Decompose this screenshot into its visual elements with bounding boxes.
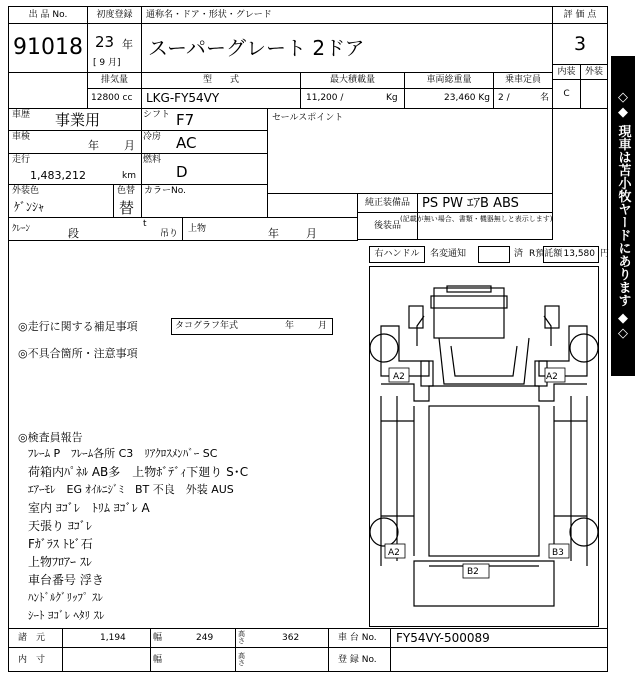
damage-mark-rear-left: A2 <box>388 548 400 558</box>
crane-box <box>8 217 183 241</box>
length-label: 諸 元 <box>18 632 46 643</box>
equipment-value: PS PW ｴｱB ABS <box>417 193 553 213</box>
truck-diagram <box>369 266 599 627</box>
chassis-label: 車 台 No. <box>338 632 377 643</box>
gross-weight-label: 車両総重量 <box>404 72 494 89</box>
report-line: ﾌﾚｰﾑ P ﾌﾚｰﾑ各所 C3 ﾘｱｸﾛｽﾒﾝﾊﾞｰ SC <box>28 447 218 460</box>
upper-body-month: 月 <box>306 227 317 240</box>
height-divider <box>235 628 236 672</box>
color-label: 外装色 <box>12 186 40 196</box>
vehicle-name: スーパーグレート 2ドア <box>141 23 553 73</box>
dimension-row-2 <box>8 647 608 672</box>
length-value: 1,194 <box>100 632 126 643</box>
inspection-year: 年 <box>88 139 99 152</box>
report-line: 室内 ﾖｺﾞﾚ ﾄﾘﾑ ﾖｺﾞﾚ A <box>28 501 150 515</box>
first-registration-year: 23 <box>95 33 115 51</box>
chassis-value-divider <box>390 628 391 672</box>
crane-stage: 段 <box>68 227 79 240</box>
height-value: 362 <box>282 632 300 643</box>
mileage-unit: km <box>122 171 136 181</box>
mileage-value: 1,483,212 <box>30 169 86 182</box>
interior-grade: C <box>552 79 581 109</box>
tachograph-label: タコグラフ年式 <box>175 321 239 331</box>
upper-body-label: 上物 <box>188 224 207 234</box>
lot-label: 出 品 No. <box>8 6 88 24</box>
report-line: 車台番号 浮き <box>28 573 104 587</box>
equipment-label: 純正装備品 <box>357 193 418 213</box>
rating-label: 評 価 点 <box>552 6 608 24</box>
mileage-label: 走行 <box>12 155 31 165</box>
ac-label: 冷房 <box>143 132 162 142</box>
vehicle-name-label: 通称名・ドア・形状・グレード <box>141 6 553 24</box>
color-change-label: 色替 <box>117 186 136 196</box>
defects-label: ◎不具合箇所・注意事項 <box>18 347 138 360</box>
capacity-label: 乗車定員 <box>493 72 553 89</box>
upper-body-year: 年 <box>268 227 279 240</box>
color-number-label: カラーNo. <box>144 186 186 196</box>
displacement-value: 12800 cc <box>87 88 142 109</box>
gross-weight-value: 23,460 Kg <box>404 88 494 109</box>
color-change-value: 替 <box>119 199 135 217</box>
dimension-row-1 <box>8 628 608 648</box>
ac-value: AC <box>176 134 197 152</box>
shift-value: F7 <box>176 111 195 129</box>
model-code: LKG-FY54VY <box>141 88 301 109</box>
fuel-label: 燃料 <box>143 155 162 165</box>
damage-mark-front-left: A2 <box>393 372 405 382</box>
recycle-label: R預託額 <box>529 249 563 259</box>
driving-notes-label: ◎走行に関する補足事項 <box>18 320 138 333</box>
report-line: ｼｰﾄ ﾖｺﾞﾚ ﾍﾀﾘ ｽﾚ <box>28 609 105 622</box>
crane-label: ｸﾚｰﾝ <box>12 224 31 234</box>
model-label: 型 式 <box>141 72 301 89</box>
registration-label: 登 録 No. <box>338 654 377 665</box>
inspector-report-lines <box>28 446 348 626</box>
max-load-label: 最大積載量 <box>300 72 405 89</box>
inspection-label: 車検 <box>12 132 31 142</box>
year-unit: 年 <box>122 38 133 51</box>
capacity-unit: 名 <box>540 93 550 103</box>
interior-width-label: 幅 <box>153 654 163 665</box>
exterior-label: 外装 <box>580 64 608 80</box>
rating-score: 3 <box>552 23 608 65</box>
crane-ton: t <box>143 219 147 229</box>
history-value: 事業用 <box>55 111 101 129</box>
name-change-label: 名変通知 <box>430 249 467 259</box>
width-label: 幅 <box>153 632 163 643</box>
damage-mark-front-right: A2 <box>546 372 558 382</box>
aftermarket-label: 後装品 <box>357 212 418 240</box>
inspector-report-title: ◎検査員報告 <box>18 431 83 444</box>
first-registration-label: 初度登録 <box>87 6 142 24</box>
sales-point-label: セールスポイント <box>272 113 344 123</box>
damage-mark-rear-center: B2 <box>467 567 479 577</box>
chassis-number: FY54VY-500089 <box>396 630 490 645</box>
inspection-month: 月 <box>124 139 135 152</box>
report-line: 荷箱内ﾊﾟﾈﾙ AB多 上物ﾎﾞﾃﾞｨ下廻り S･C <box>28 465 249 479</box>
tachograph-month: 月 <box>318 321 328 331</box>
steering-badge: 右ハンドル <box>369 246 425 263</box>
report-line: ｴｱｰﾓﾚ EG ｵｲﾙﾆｼﾞﾐ BT 不良 外装 AUS <box>28 483 234 496</box>
tachograph-year: 年 <box>285 321 295 331</box>
aftermarket-note: (記載が無い場合、書類・機器無しと表示します) <box>400 215 553 223</box>
history-label: 車歴 <box>12 110 31 120</box>
shift-label: シフト <box>143 110 171 120</box>
interior-height-label: 高さ <box>238 652 245 667</box>
interior-label: 内装 <box>552 64 581 80</box>
capacity-value: 2 / <box>498 93 510 103</box>
report-line: ﾊﾝﾄﾞﾙｸﾞﾘｯﾌﾟ ｽﾚ <box>28 591 103 604</box>
fuel-value: D <box>176 163 188 181</box>
displacement-label: 排気量 <box>87 72 142 89</box>
report-line: 上物ﾌﾛｱｰ ｽﾚ <box>28 555 92 569</box>
name-change-box <box>478 246 510 263</box>
length-divider <box>62 628 63 672</box>
location-sidebar: ◇◆ 現車は苫小牧ヤードにあります ◆◇ <box>611 56 635 376</box>
report-line: 天張り ﾖｺﾞﾚ <box>28 519 92 533</box>
lot-number: 91018 <box>8 23 88 73</box>
recycle-prefix: 済 <box>514 249 524 259</box>
interior-dim-label: 内 寸 <box>18 654 46 665</box>
damage-mark-rear-right: B3 <box>552 548 564 558</box>
exterior-grade <box>580 79 608 109</box>
recycle-amount: 13,580 <box>543 246 599 263</box>
crane-hanging: 吊り <box>160 229 179 239</box>
chassis-divider <box>328 628 329 672</box>
color-value: ｹﾞﾝｼｬ <box>14 200 45 214</box>
width-divider <box>150 628 151 672</box>
max-load-unit: Kg <box>386 93 398 103</box>
recycle-unit: 円 <box>600 249 610 259</box>
width-value: 249 <box>196 632 214 643</box>
first-registration-month: [ 9 月] <box>93 58 121 68</box>
max-load-value: 11,200 / <box>306 93 344 103</box>
height-label: 高さ <box>238 630 245 645</box>
report-line: Fｶﾞﾗｽ ﾄﾋﾞ石 <box>28 537 93 551</box>
